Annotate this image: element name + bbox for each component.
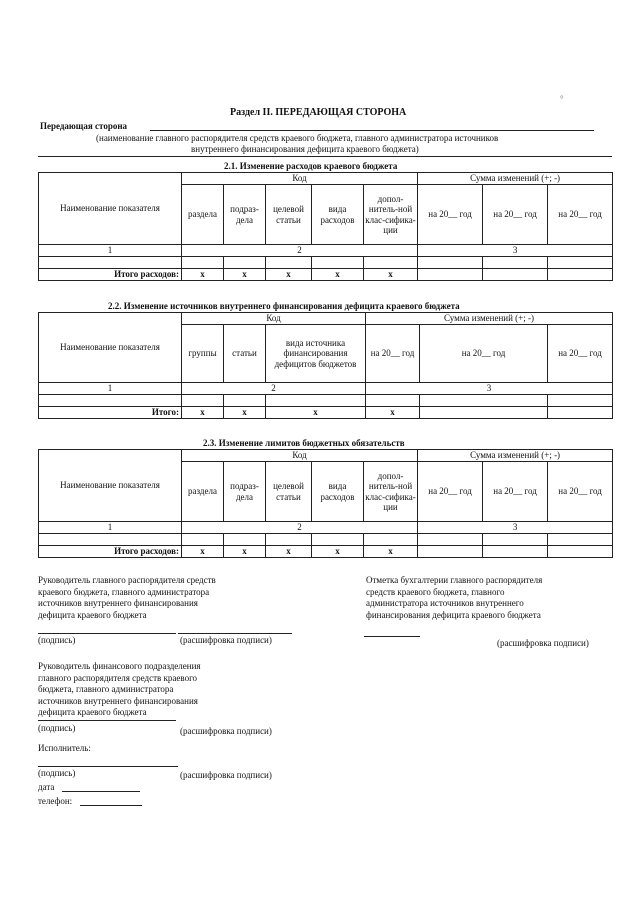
table3-col-target: целевой статьи [266,462,312,522]
table3-year-2: на 20__ год [483,462,548,522]
table-row [39,257,613,269]
table3-title: 2.3. Изменение лимитов бюджетных обязательств [203,438,405,448]
executor-label: Исполнитель: [38,743,91,753]
table1-col-expense-type: вида расходов [312,185,364,245]
table3-col-podrazdel: подраз-дела [224,462,266,522]
table1-num-3: 3 [418,245,613,257]
table3-code-header: Код [182,450,418,462]
table1-x: x [266,269,312,281]
phone-line [80,805,142,806]
table1-col-additional: допол-нитель-ной клас-сифика-ции [364,185,418,245]
table1-col-razdel: раздела [182,185,224,245]
header-divider [38,156,612,157]
table3-x: x [182,546,224,558]
table3-col-additional: допол-нитель-ной клас-сифика-ции [364,462,418,522]
date-label: дата [38,782,55,792]
table2-x: x [224,407,266,419]
head2-line: главного распорядителя средств краевого [38,672,198,683]
accounting-line: финансирования дефицита краевого бюджета [366,609,541,620]
table3-num-2: 2 [182,522,418,534]
section-title: Раздел II. ПЕРЕДАЮЩАЯ СТОРОНА [230,107,407,118]
accounting-line: средств краевого бюджета, главного [366,586,505,597]
table1-x: x [312,269,364,281]
table2-sum-header: Сумма изменений (+; -) [366,313,613,325]
table1-name-header: Наименование показателя [39,173,182,245]
table3-x: x [266,546,312,558]
table1-year-3: на 20__ год [548,185,613,245]
table2-name-header: Наименование показателя [39,313,182,383]
head1-line: Руководитель главного распорядителя средств [38,575,216,585]
accounting-line: Отметка бухгалтерии главного распорядителя [366,575,543,585]
table2-total-row [39,407,613,419]
accounting-sign-line [364,636,420,637]
head2-rassh: (расшифровка подписи) [180,726,272,736]
head2-block [38,661,201,719]
table1-num-1: 1 [39,245,182,257]
table2-year-3: на 20__ год [548,325,613,383]
executor-podpis: (подпись) [38,768,76,778]
table2-x: x [182,407,224,419]
head2-line: дефицита краевого бюджета [38,707,147,717]
table3-sum-header: Сумма изменений (+; -) [418,450,613,462]
table1-year-1: на 20__ год [418,185,483,245]
head1-sign-line [38,633,176,634]
table2-num-3: 3 [366,383,613,395]
head2-sign-line [38,720,176,721]
table2-num-1: 1 [39,383,182,395]
head2-line: Руководитель финансового подразделения [38,661,201,671]
table3-x: x [312,546,364,558]
table2-col-group: группы [182,325,224,383]
table2-title: 2.2. Изменение источников внутреннего финансирования дефицита краевого бюджета [108,301,460,311]
accounting-rassh: (расшифровка подписи) [497,638,589,648]
table3-name-header: Наименование показателя [39,450,182,522]
table2-total-label: Итого: [39,407,182,419]
head1-line: источников внутреннего финансирования [38,598,198,608]
table-row [39,395,613,407]
table1-title: 2.1. Изменение расходов краевого бюджета [224,161,398,171]
table1-col-target: целевой статьи [266,185,312,245]
table1-sum-header: Сумма изменений (+; -) [418,173,613,185]
table3-col-expense-type: вида расходов [312,462,364,522]
table3-num-3: 3 [418,522,613,534]
table2-year-1: на 20__ год [366,325,420,383]
table2-col-source-type: вида источника финансирования дефицитов бюджетов [266,325,366,383]
table2-x: x [266,407,366,419]
side-label: Передающая сторона [40,121,128,131]
table1-code-header: Код [182,173,418,185]
table2-col-article: статьи [224,325,266,383]
table-row [39,534,613,546]
table1-total-label: Итого расходов: [39,269,182,281]
table3-x: x [364,546,418,558]
table3-year-3: на 20__ год [548,462,613,522]
side-name-line [150,130,594,131]
accounting-block [366,575,542,621]
head2-podpis: (подпись) [38,723,76,733]
table2-year-2: на 20__ год [420,325,548,383]
table2-x: x [366,407,420,419]
table3-num-1: 1 [39,522,182,534]
side-note-2: внутреннего финансирования дефицита краевого бюджета) [191,144,419,154]
phone-label: телефон: [38,796,73,806]
head1-block [38,575,216,621]
table1-x: x [364,269,418,281]
date-line [62,791,140,792]
executor-sign-line [38,766,178,767]
table3-year-1: на 20__ год [418,462,483,522]
head2-line: бюджета, главного администратора [38,684,174,694]
accounting-line: администратора источников внутреннего [366,598,524,608]
table2 [38,312,613,419]
head1-decode-line [178,633,292,634]
head1-line: дефицита краевого бюджета [38,609,147,620]
table3-col-razdel: раздела [182,462,224,522]
table3-total-row [39,546,613,558]
corner-mark: ° [560,94,564,104]
table1-x: x [182,269,224,281]
table1-num-2: 2 [182,245,418,257]
table1-x: x [224,269,266,281]
head1-rassh: (расшифровка подписи) [180,635,272,645]
table1-col-podrazdel: подраз-дела [224,185,266,245]
side-note-1: (наименование главного распорядителя средств краевого бюджета, главного администратора источников [96,133,499,143]
head1-line: краевого бюджета, главного администратора [38,586,210,597]
table3-total-label: Итого расходов: [39,546,182,558]
table1 [38,172,613,281]
table2-code-header: Код [182,313,366,325]
table1-year-2: на 20__ год [483,185,548,245]
table3 [38,449,613,558]
head2-line: источников внутреннего финансирования [38,695,198,706]
head1-podpis: (подпись) [38,635,76,645]
table3-x: x [224,546,266,558]
table1-total-row [39,269,613,281]
executor-rassh: (расшифровка подписи) [180,770,272,780]
table2-num-2: 2 [182,383,366,395]
